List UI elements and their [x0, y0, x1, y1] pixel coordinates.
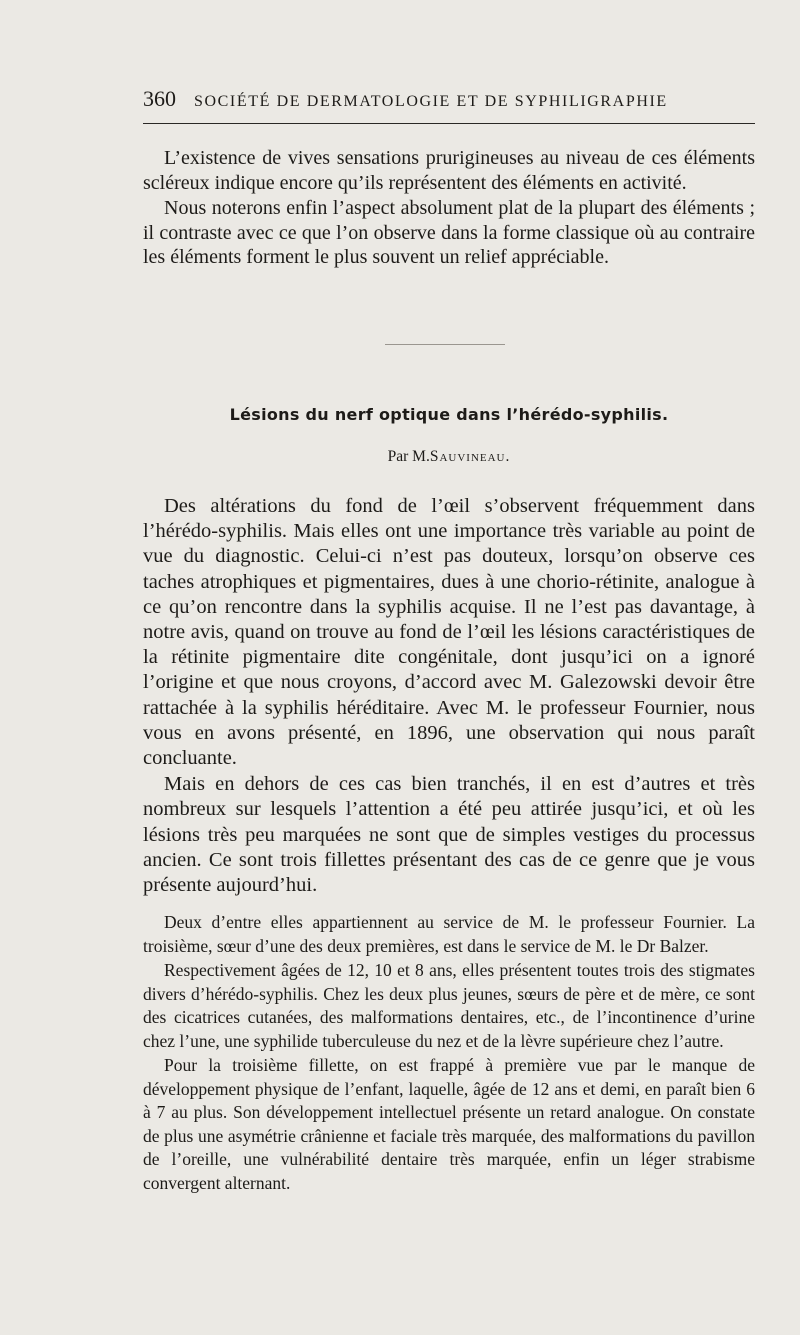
- main-section: [143, 494, 755, 899]
- main-paragraph: Mais en dehors de ces cas bien tranchés, il en est d’autres et très nombreux sur lesquels l’attention a été peu attirée jusqu’ici, et où les lésions très peu marquées ne sont que de simples vestiges du processus ancien. Ce sont trois fillettes présentant des cas de ce genre que je vous présente aujourd’hui.: [143, 773, 755, 897]
- author-name: Sauvineau.: [429, 448, 511, 465]
- running-title: SOCIÉTÉ DE DERMATOLOGIE ET DE SYPHILIGRAPHIE: [194, 93, 668, 110]
- case-paragraph: Deux d’entre elles appartiennent au service de M. le professeur Fournier. La troisième, sœur d’une des deux premières, est dans le service de M. le Dr Balzer.: [143, 912, 755, 956]
- intro-paragraph: L’existence de vives sensations prurigineuses au niveau de ces éléments scléreux indique encore qu’ils représentent des éléments en activité.: [143, 147, 755, 194]
- case-paragraph: Respectivement âgées de 12, 10 et 8 ans, elles présentent toutes trois des stigmates divers d’hérédo-syphilis. Chez les deux plus jeunes, sœurs de père et de mère, ce sont des cicatrices cutanées, des malformations dentaires, etc., de l’incontinence d’urine chez l’une, une syphilide tuberculeuse du nez et de la lèvre supérieure chez l’autre.: [143, 960, 755, 1051]
- article-author: [143, 448, 755, 466]
- page-number: 360: [143, 86, 176, 111]
- main-paragraph: Des altérations du fond de l’œil s’observent fréquemment dans l’hérédo-syphilis. Mais elles ont une importance très variable au point de vue du diagnostic. Celui-ci n’est pas douteux, lorsqu’on observe ces taches atrophiques et pigmentaires, dues à une chorio-rétinite, analogue à ce qu’on rencontre dans la syphilis acquise. Il ne l’est pas davantage, à notre avis, quand on trouve au fond de l’œil les lésions caractéristiques de la rétinite pigmentaire dite congénitale, dont jusqu’ici on a ignoré l’origine et que nous croyons, d’accord avec M. Galezowski devoir être rattachée à la syphilis héréditaire. Avec M. le professeur Fournier, nous vous en avons présenté, en 1896, une observation qui nous paraît concluante.: [143, 495, 755, 770]
- page-header: [143, 86, 755, 112]
- intro-paragraph: Nous noterons enfin l’aspect absolument plat de la plupart des éléments ; il contraste avec ce que l’on observe dans la forme classique où au contraire les éléments forment le plus souvent un relief appréciable.: [143, 197, 755, 268]
- section-separator: [385, 344, 505, 345]
- author-prefix: Par M.: [387, 448, 430, 465]
- intro-section: [143, 146, 755, 271]
- case-section: [143, 911, 755, 1196]
- header-rule: [143, 123, 755, 124]
- case-paragraph: Pour la troisième fillette, on est frappé à première vue par le manque de développement physique de l’enfant, laquelle, âgée de 12 ans et demi, en paraît bien 6 à 7 au plus. Son développement intellectuel présente un retard analogue. On constate de plus une asymétrie crânienne et faciale très marquée, des malformations du pavillon de l’oreille, une vulnérabilité dentaire très marquée, enfin un léger strabisme convergent alternant.: [143, 1055, 755, 1193]
- article-title: Lésions du nerf optique dans l’hérédo-syphilis.: [229, 405, 669, 424]
